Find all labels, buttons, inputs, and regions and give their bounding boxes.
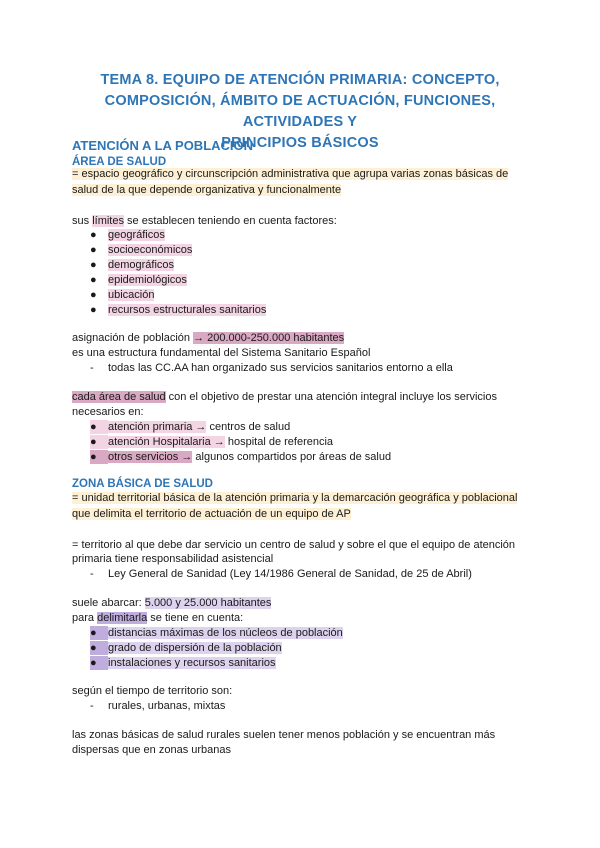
definition-line: que delimita el territorio de actuación de un equipo de AP <box>72 508 351 520</box>
list-item: ● atención Hospitalaria → hospital de referencia <box>90 436 334 448</box>
list-item: ● otros servicios → algunos compartidos por áreas de salud <box>90 451 392 463</box>
list-item: ● instalaciones y recursos sanitarios <box>90 657 276 669</box>
types-text: según el tiempo de territorio son: <box>72 685 233 697</box>
dash-item: - todas las CC.AA han organizado sus servicios sanitarios entorno a ella <box>90 362 453 374</box>
territory-text: = territorio al que debe dar servicio un centro de salud y sobre el que el equipo de atención <box>72 539 516 551</box>
list-item: ● atención primaria → centros de salud <box>90 421 291 433</box>
title-line: PRINCIPIOS BÁSICOS <box>221 135 379 151</box>
limits-text: sus límites se establecen teniendo en cuenta factores: <box>72 215 337 227</box>
list-item: ● geográficos <box>90 229 165 241</box>
rural-text: las zonas básicas de salud rurales suelen tener menos población y se encuentran más <box>72 729 496 741</box>
list-item: ● ubicación <box>90 289 155 301</box>
title-line: COMPOSICIÓN, ÁMBITO DE ACTUACIÓN, FUNCIONES, ACTIVIDADES Y <box>104 93 496 130</box>
dash-item: - rurales, urbanas, mixtas <box>90 700 226 712</box>
subheading-zona-basica: ZONA BÁSICA DE SALUD <box>72 478 213 490</box>
area-services-text: necesarios en: <box>72 406 144 418</box>
definition-line: salud de la que depende organizativa y funcionalmente <box>72 184 342 196</box>
subheading-area-salud: ÁREA DE SALUD <box>72 156 167 168</box>
assignment-text: asignación de población → 200.000-250.000 habitantes <box>72 332 345 344</box>
list-item: ● epidemiológicos <box>90 274 187 286</box>
definition-line: = espacio geográfico y circunscripción administrativa que agrupa varias zonas básicas de <box>72 168 509 180</box>
area-services-text: cada área de salud con el objetivo de prestar una atención integral incluye los servicios <box>72 391 497 403</box>
delimit-text: para delimitarla se tiene en cuenta: <box>72 612 244 624</box>
section-heading: ATENCIÓN A LA POBLACIÓN <box>72 138 254 153</box>
list-item: ● demográficos <box>90 259 175 271</box>
dash-item: - Ley General de Sanidad (Ley 14/1986 General de Sanidad, de 25 de Abril) <box>90 568 472 580</box>
list-item: ● distancias máximas de los núcleos de población <box>90 627 343 639</box>
structure-text: es una estructura fundamental del Sistema Sanitario Español <box>72 347 371 359</box>
territory-text: primaria tiene responsabilidad asistencial <box>72 553 274 565</box>
definition-line: = unidad territorial básica de la atención primaria y la demarcación geográfica y poblacional <box>72 492 518 504</box>
rural-text: dispersas que en zonas urbanas <box>72 744 231 756</box>
list-item: ● recursos estructurales sanitarios <box>90 304 267 316</box>
coverage-text: suele abarcar: 5.000 y 25.000 habitantes <box>72 597 272 609</box>
list-item: ● grado de dispersión de la población <box>90 642 282 654</box>
list-item: ● socioeconómicos <box>90 244 193 256</box>
title-line: TEMA 8. EQUIPO DE ATENCIÓN PRIMARIA: CONCEPTO, <box>100 72 500 88</box>
